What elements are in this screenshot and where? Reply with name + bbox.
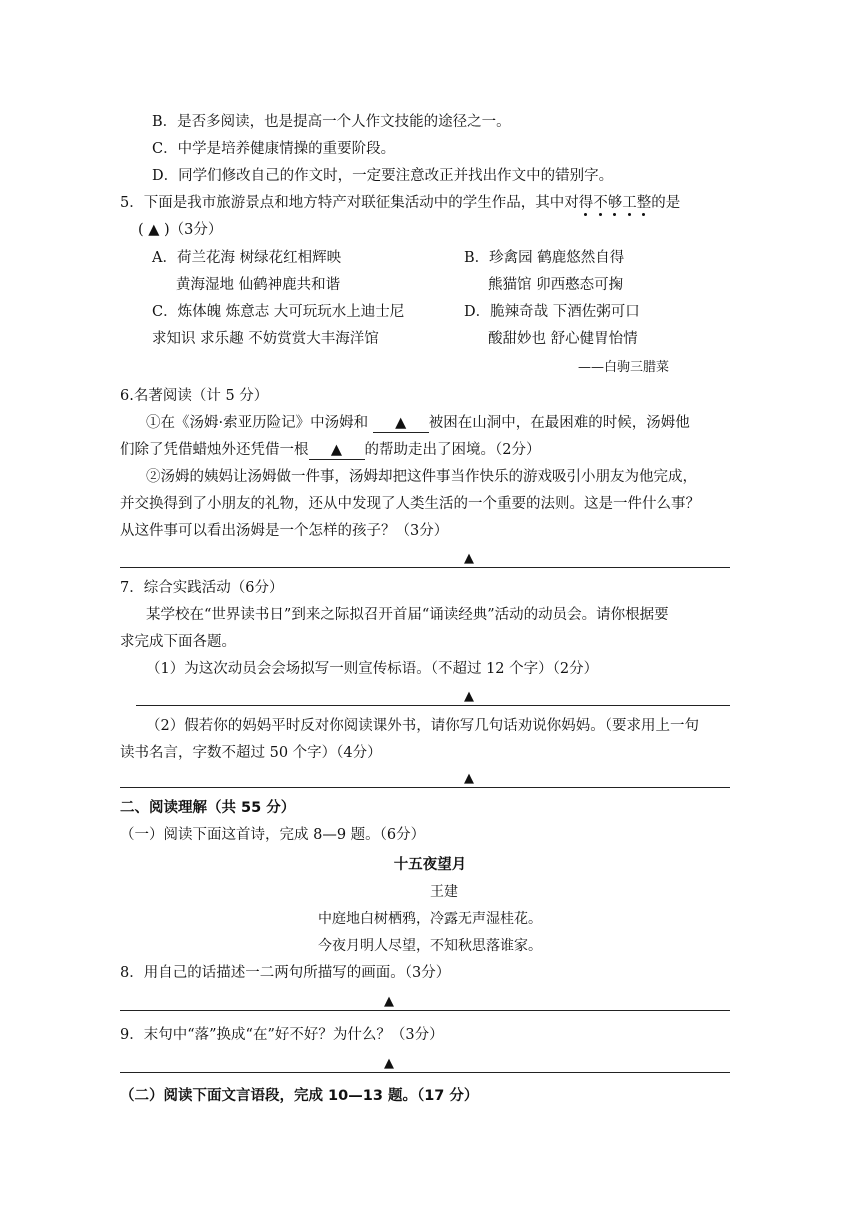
q7-intro-line2: 求完成下面各题。 bbox=[120, 634, 236, 650]
answer-mark-icon: ▲ bbox=[330, 442, 343, 458]
poem-line-2: 今夜月明人尽望，不知秋思落谁家。 bbox=[318, 938, 542, 954]
q5-option-b-line1: B．珍禽园 鹤鹿悠然自得 bbox=[464, 250, 625, 266]
q4-option-c: C．中学是培养健康情操的重要阶段。 bbox=[152, 141, 396, 157]
answer-mark-icon: ▲ bbox=[384, 994, 394, 1009]
q6-title: 6.名著阅读（计 5 分） bbox=[120, 388, 269, 404]
q8-answer-line[interactable] bbox=[120, 1010, 730, 1011]
q6-part1-line1 bbox=[146, 413, 690, 433]
q6-p1-text-a: ①在《汤姆·索亚历险记》中汤姆和 bbox=[146, 415, 369, 431]
q6-p1-text-b: 被困在山洞中，在最困难的时候，汤姆他 bbox=[428, 415, 690, 431]
q7-sub2-line2: 读书名言，字数不超过 50 个字）（4分） bbox=[120, 745, 382, 761]
q5-answer-mark: ( ▲ )（3分） bbox=[138, 222, 223, 238]
q5-dotted-char: 不 bbox=[593, 195, 608, 211]
q5-dotted-char: 整 bbox=[636, 195, 652, 211]
q5-option-a-line1: A．荷兰花海 树绿花红相辉映 bbox=[152, 250, 342, 266]
answer-mark-icon: ▲ bbox=[395, 415, 407, 431]
q5-dotted-char: 工 bbox=[622, 195, 637, 211]
q6-p1-text-c: 们除了凭借蜡烛外还凭借一根 bbox=[120, 442, 309, 458]
q5-dotted-char: 够 bbox=[607, 195, 623, 211]
q7-title: 7．综合实践活动（6分） bbox=[120, 580, 284, 596]
poem-line-1: 中庭地白树栖鸦，冷露无声湿桂花。 bbox=[318, 911, 542, 927]
answer-mark-icon: ▲ bbox=[464, 771, 474, 786]
answer-mark-icon: ▲ bbox=[384, 1056, 394, 1071]
q6-part2-line3: 从这件事可以看出汤姆是一个怎样的孩子？（3分） bbox=[120, 523, 449, 539]
q5-option-d-line2: 酸甜妙也 舒心健胃怡情 bbox=[488, 331, 638, 347]
poem-title: 十五夜望月 bbox=[393, 857, 467, 873]
q6-p1-text-d: 的帮助走出了困境。（2分） bbox=[364, 442, 541, 458]
section2-part1-heading: （一）阅读下面这首诗，完成 8—9 题。（6分） bbox=[120, 827, 426, 843]
q4-option-d: D．同学们修改自己的作文时，一定要注意改正并找出作文中的错别字。 bbox=[152, 168, 614, 184]
q6-part2-line1: ②汤姆的姨妈让汤姆做一件事，汤姆却把这件事当作快乐的游戏吸引小朋友为他完成， bbox=[146, 469, 697, 485]
q5-stem-suffix: 的是 bbox=[651, 195, 681, 211]
q8-stem: 8．用自己的话描述一二两句所描写的画面。（3分） bbox=[120, 965, 451, 981]
q4-option-b: B．是否多阅读，也是提高一个人作文技能的途径之一。 bbox=[152, 114, 511, 130]
q5-option-d-line1: D．脆辣奇哉 下酒佐粥可口 bbox=[464, 304, 640, 320]
q6-part1-line2 bbox=[120, 440, 540, 460]
q7-sub2-line1: （2）假若你的妈妈平时反对你阅读课外书，请你写几句话劝说你妈妈。（要求用上一句 bbox=[146, 718, 699, 734]
q6-answer-blank-2[interactable] bbox=[309, 442, 365, 460]
q7-intro-line1: 某学校在“世界读书日”到来之际拟召开首届“诵读经典”活动的动员会。请你根据要 bbox=[146, 607, 669, 623]
q9-stem: 9．末句中“落”换成“在”好不好？为什么？（3分） bbox=[120, 1027, 444, 1043]
q6-answer-line[interactable] bbox=[120, 567, 730, 568]
q7-sub2-answer-line[interactable] bbox=[120, 787, 730, 788]
q7-sub1: （1）为这次动员会会场拟写一则宣传标语。（不超过 12 个字）（2分） bbox=[146, 661, 599, 677]
q5-stem-prefix: 5．下面是我市旅游景点和地方特产对联征集活动中的学生作品，其中对 bbox=[120, 195, 579, 211]
answer-mark-icon: ▲ bbox=[464, 551, 474, 566]
q5-dotted-char: 得 bbox=[578, 195, 594, 211]
q6-answer-blank-1[interactable] bbox=[373, 415, 429, 433]
q5-option-c-line1: C．炼体魄 炼意志 大可玩玩水上迪士尼 bbox=[152, 304, 405, 320]
q5-option-b-line2: 熊猫馆 卯西憨态可掬 bbox=[488, 277, 624, 293]
q9-answer-line[interactable] bbox=[120, 1072, 730, 1073]
poem-author: 王建 bbox=[430, 884, 458, 900]
q5-option-c-line2: 求知识 求乐趣 不妨赏赏大丰海洋馆 bbox=[152, 331, 379, 347]
q7-sub1-answer-line[interactable] bbox=[136, 705, 730, 706]
q6-part2-line2: 并交换得到了小朋友的礼物，还从中发现了人类生活的一个重要的法则。这是一件什么事？ bbox=[120, 496, 700, 512]
answer-mark-icon: ▲ bbox=[464, 689, 474, 704]
q5-option-a-line2: 黄海湿地 仙鹤神鹿共和谐 bbox=[176, 277, 341, 293]
section2-title: 二、阅读理解（共 55 分） bbox=[120, 800, 296, 816]
q5-option-d-note: ——白驹三腊菜 bbox=[578, 360, 670, 375]
section2-part2-heading: （二）阅读下面文言语段，完成 10—13 题。（17 分） bbox=[120, 1088, 479, 1104]
q5-stem bbox=[120, 193, 680, 213]
